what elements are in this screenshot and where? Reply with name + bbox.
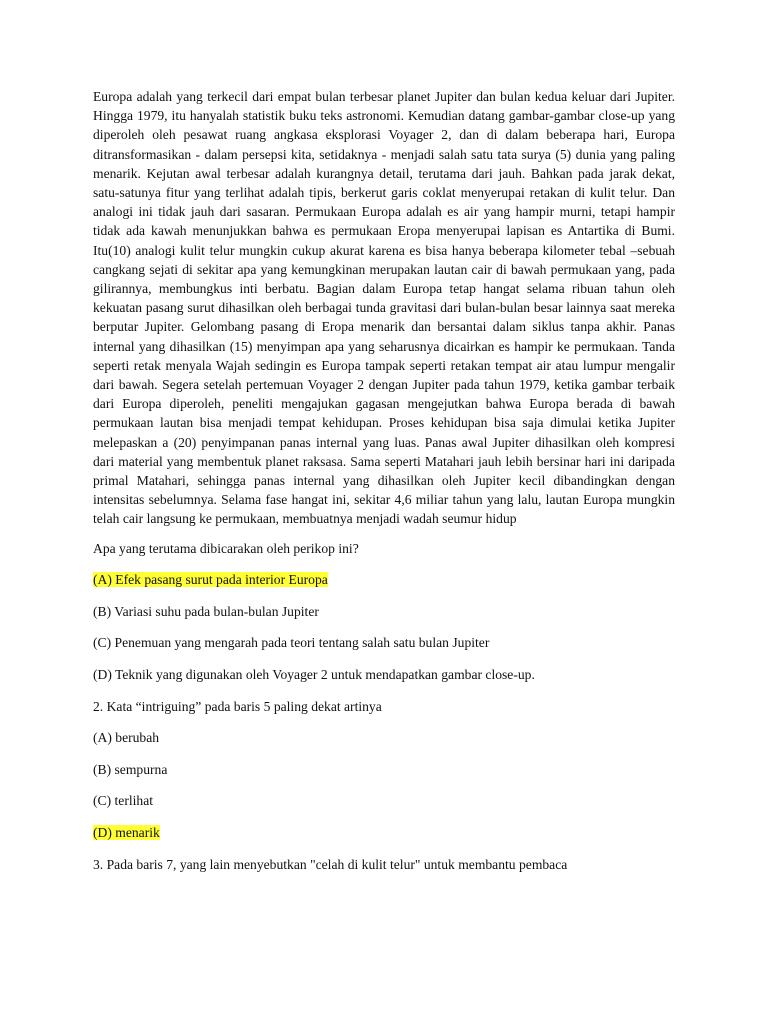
question-2-option-b: (B) sempurna [93,761,168,777]
question-2-option-a: (A) berubah [93,730,160,746]
question-1-prompt: Apa yang terutama dibicarakan oleh perikop ini? [93,540,359,556]
question-1-option-b: (B) Variasi suhu pada bulan-bulan Jupiter [93,603,319,619]
question-2-prompt: 2. Kata “intriguing” pada baris 5 paling dekat artinya [93,698,382,714]
question-1-option-a [93,570,675,589]
question-1-option-c: (C) Penemuan yang mengarah pada teori tentang salah satu bulan Jupiter [93,635,490,651]
question-2-option-c: (C) terlihat [93,793,154,809]
answer-highlight: (A) Efek pasang surut pada interior Europa [93,572,328,588]
document-page [93,87,675,874]
question-2-option-d [93,823,675,842]
question-3-prompt: 3. Pada baris 7, yang lain menyebutkan "celah di kulit telur" untuk membantu pembaca [93,856,568,872]
reading-passage: Europa adalah yang terkecil dari empat bulan terbesar planet Jupiter dan bulan kedua keluar dari Jupiter. Hingga 1979, itu hanyalah statistik buku teks astronomi. Kemudian datang gambar-gambar close-up yang diperoleh oleh pesawat ruang angkasa eksplorasi Voyager 2, dan di dalam beberapa hari, Europa ditransformasikan - dalam persepsi kita, setidaknya - menjadi salah satu tata surya (5) dunia yang paling menarik. Kejutan awal terbesar adalah kurangnya detail, terutama dari jauh. Bahkan pada jarak dekat, satu-satunya fitur yang terlihat adalah tipis, berkerut garis coklat menyerupai retakan di kulit telur. Dan analogi ini tidak jauh dari sasaran. Permukaan Europa adalah es air yang hampir murni, tetapi hampir tidak ada kawah menunjukkan bahwa es permukaan Eropa menyerupai lapisan es Antartika di Bumi. Itu(10) analogi kulit telur mungkin cukup akurat karena es bisa hanya beberapa kilometer tebal –sebuah cangkang sejati di sekitar apa yang kemungkinan merupakan lautan cair di bawah permukaan yang, pada gilirannya, membungkus inti berbatu. Bagian dalam Europa tetap hangat selama ribuan tahun oleh kekuatan pasang surut dihasilkan oleh berbagai tunda gravitasi dari bulan-bulan besar lainnya saat mereka berputar Jupiter. Gelombang pasang di Eropa menarik dan bersantai dalam siklus tanpa akhir. Panas internal yang dihasilkan (15) menyimpan apa yang seharusnya dicairkan es hampir ke permukaan. Tanda seperti retak menyala Wajah sedingin es Europa tampak seperti retakan tempat air atau lumpur mengalir dari bawah. Segera setelah pertemuan Voyager 2 dengan Jupiter pada tahun 1979, ketika gambar terbaik dari Europa diperoleh, peneliti mengajukan gagasan mengejutkan bahwa Europa berada di bawah permukaan lautan bisa menjadi tempat kehidupan. Proses kehidupan bisa saja dimulai ketika Jupiter melepaskan a (20) penyimpanan panas internal yang luas. Panas awal Jupiter dihasilkan oleh kompresi dari material yang membentuk planet raksasa. Sama seperti Matahari jauh lebih bersinar hari ini daripada primal Matahari, sehingga panas internal yang dihasilkan oleh Jupiter kecil dibandingkan dengan intensitas sebelumnya. Selama fase hangat ini, sekitar 4,6 miliar tahun yang lalu, lautan Europa mungkin telah cair langsung ke permukaan, membuatnya menjadi wadah seumur hidup [93,89,675,527]
answer-highlight: (D) menarik [93,825,160,841]
question-1-option-d: (D) Teknik yang digunakan oleh Voyager 2 untuk mendapatkan gambar close-up. [93,667,535,683]
